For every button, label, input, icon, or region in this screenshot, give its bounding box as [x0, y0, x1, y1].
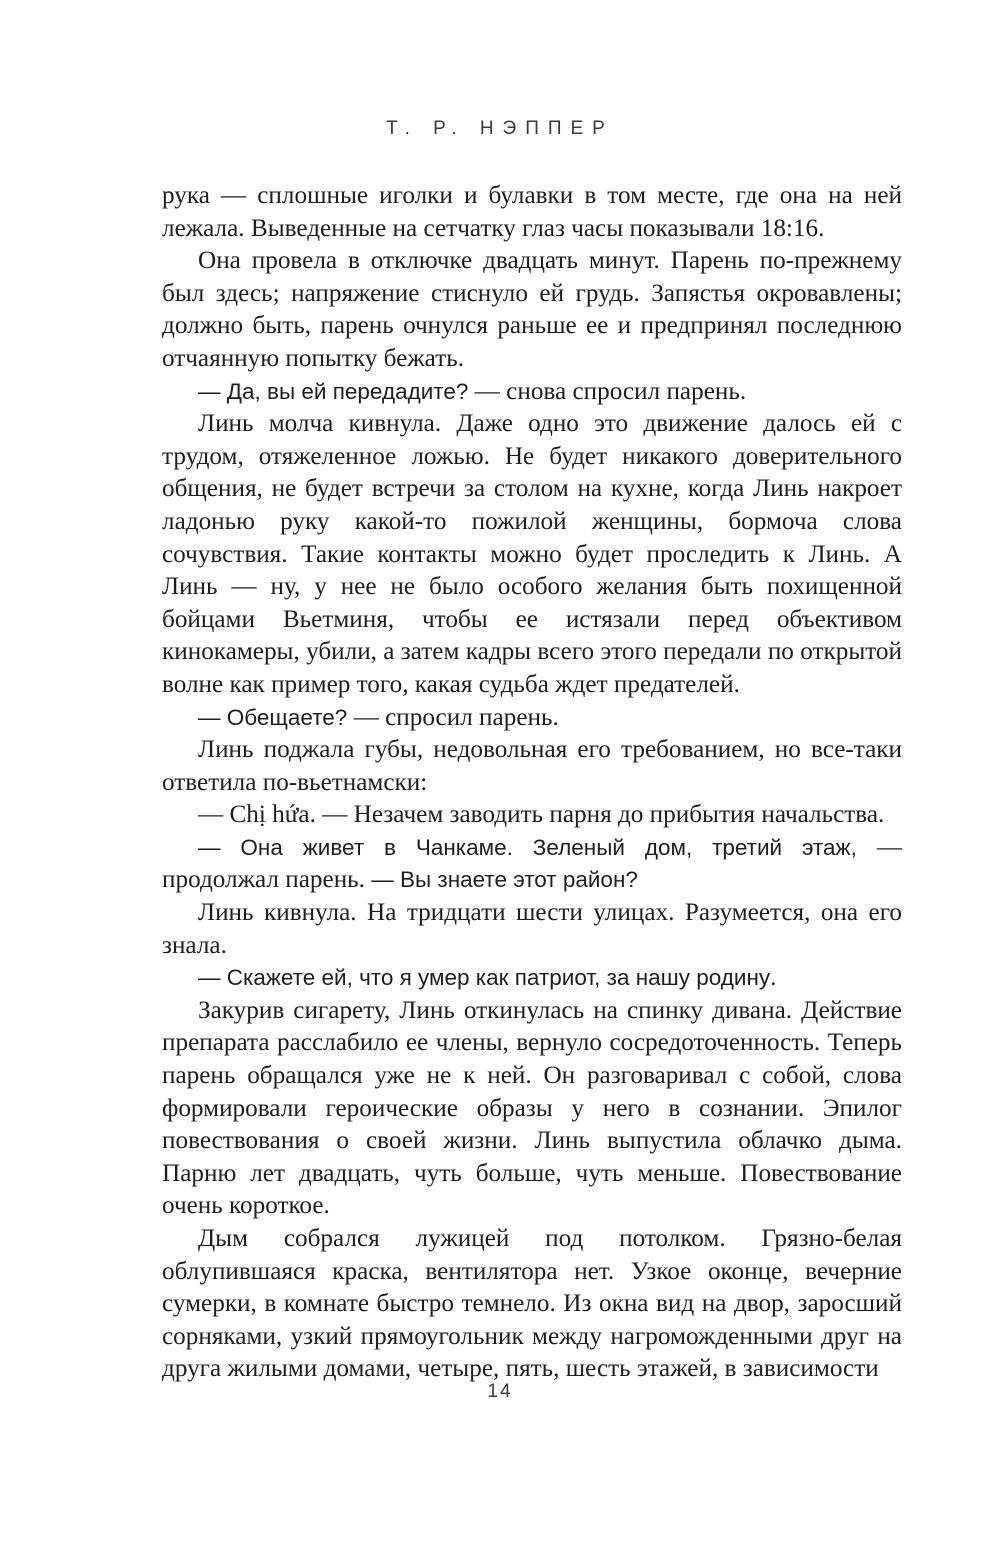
dialog-speech: — Она живет в Чанкаме. Зеленый дом, третий этаж, — [198, 834, 857, 860]
dialog-speech: — Да, вы ей передадите? — [198, 378, 469, 404]
dialog-line — [162, 702, 902, 735]
paragraph: Закурив сигарету, Линь откинулась на спинку дивана. Действие препарата расслабило ее члены, вернуло сосредоточенность. Теперь парень обращался уже не к ней. Он разговаривал с собой, слова формировали героические образы у него в сознании. Эпилог повествования о своей жизни. Линь выпустила облачко дыма. Парню лет двадцать, чуть больше, чуть меньше. Повествование очень короткое. — [162, 996, 902, 1220]
dialog-attribution: — снова спросил парень. — [468, 377, 747, 405]
dialog-attribution: — спросил парень. — [347, 703, 559, 731]
paragraph: Линь поджала губы, недовольная его требованием, но все-таки ответила по-вьетнамски: — [162, 736, 902, 796]
paragraph: Линь молча кивнула. Даже одно это движение далось ей с трудом, отяжеленное ложью. Не будет никакого доверительного общения, не будет встречи за столом на кухне, когда Линь накроет ладонью руку какой-то пожилой женщины, бормоча слова сочувствия. Такие контакты можно будет проследить к Линь. А Линь — ну, у нее не было особого желания быть похищенной бойцами Вьетминя, чтобы ее истязали перед объективом кинокамеры, убили, а затем кадры всего этого передали по открытой волне как пример того, какая судьба ждет предателей. — [162, 410, 902, 698]
paragraph: рука — сплошные иголки и булавки в том месте, где она на ней лежала. Выведенные на сетчатку глаз часы показывали 18:16. — [162, 182, 902, 242]
dialog-speech: — Вы знаете этот район? — [364, 867, 638, 893]
dialog-speech: — Скажете ей, что я умер как патриот, за нашу родину — [198, 965, 771, 991]
paragraph: Линь кивнула. На тридцати шести улицах. Разумеется, она его знала. — [162, 899, 902, 959]
dialog-line — [162, 376, 902, 409]
dialog-attribution: — продолжал парень. — [162, 833, 903, 894]
body-text — [162, 180, 902, 1386]
dialog-attribution: . — [770, 964, 777, 992]
paragraph: Дым собрался лужицей под потолком. Грязно-белая облупившаяся краска, вентилятора нет. Узкое оконце, вечерние сумерки, в комнате быстро темнело. Из окна вид на двор, заросший сорняками, узкий прямоугольник между нагроможденными друг на друга жилыми домами, четыре, пять, шесть этажей, в зависимости — [162, 1225, 902, 1383]
dialog-line — [162, 832, 902, 897]
dialog-line: — Chị hứa. — Незачем заводить парня до прибытия начальства. — [198, 801, 885, 829]
page-number: 14 — [487, 1381, 513, 1402]
dialog-speech: — Обещаете? — [198, 704, 348, 730]
paragraph: Она провела в отключке двадцать минут. Парень по-прежнему был здесь; напряжение стиснуло ей грудь. Запястья окровавлены; должно быть, парень очнулся раньше ее и предпринял последнюю отчаянную попытку бежать. — [162, 247, 902, 372]
dialog-line — [162, 962, 902, 995]
running-head: Т. Р. НЭППЕР — [386, 118, 614, 139]
